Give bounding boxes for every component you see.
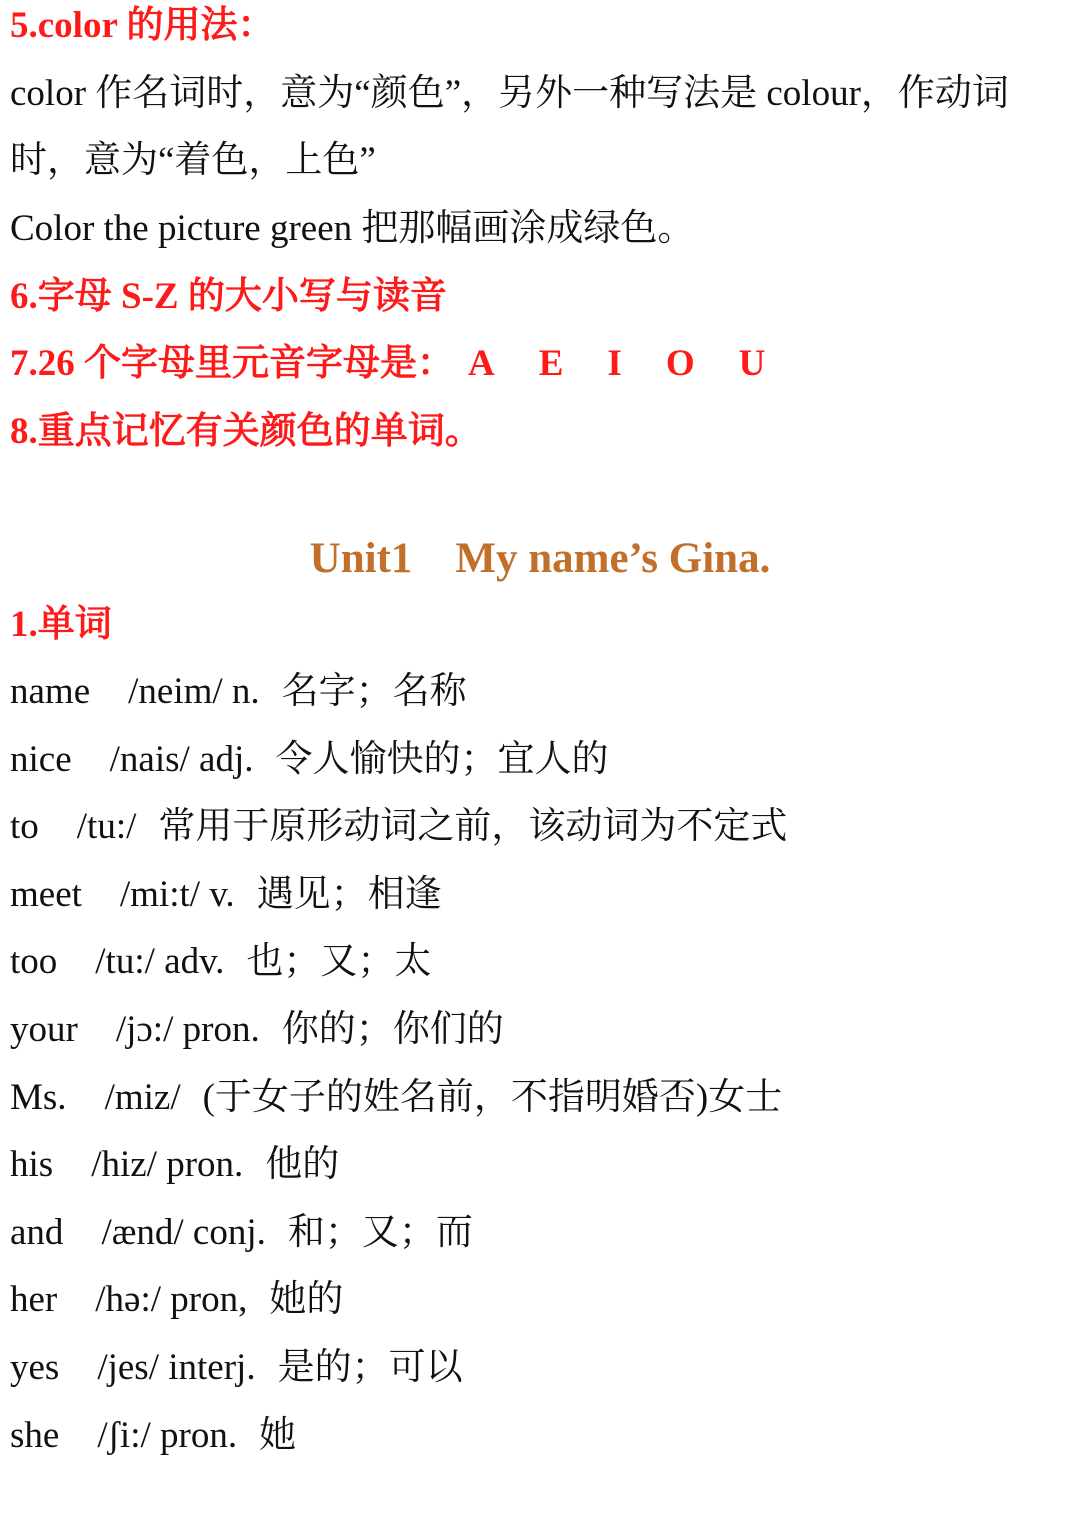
vocab-word: to	[10, 806, 39, 848]
vocab-phonetic: /ænd/ conj.	[101, 1211, 266, 1253]
vowel-e: E	[538, 343, 564, 384]
section-6-heading: 6.字母 S-Z 的大小写与读音	[10, 276, 447, 317]
section-7-heading	[10, 342, 809, 386]
vocab-meaning: 她	[259, 1414, 297, 1456]
vocab-phonetic: /nais/ adj.	[109, 738, 254, 780]
vocab-row	[10, 1211, 473, 1255]
section-7-heading-text: 7.26 个字母里元音字母是：	[10, 343, 454, 384]
vocab-meaning: 他的	[265, 1144, 340, 1186]
vocab-phonetic: /hə:/ pron,	[95, 1279, 248, 1321]
vocab-meaning: 遇见；相逢	[256, 873, 442, 915]
vocab-phonetic: /neim/ n.	[128, 671, 260, 712]
vocab-phonetic: /tu:/	[76, 806, 137, 848]
vocab-word: meet	[10, 873, 82, 915]
vocab-row	[10, 1008, 504, 1052]
unit-title: Unit1 My name’s Gina.	[309, 535, 771, 582]
vocab-meaning: 令人愉快的；宜人的	[275, 738, 609, 780]
vocab-row	[10, 1143, 339, 1187]
vocab-phonetic: /tu:/ adv.	[95, 941, 225, 983]
vocab-word: nice	[10, 738, 72, 780]
section-8-heading: 8.重点记忆有关颜色的单词。	[10, 411, 482, 452]
vocab-word: Ms.	[10, 1076, 67, 1118]
vocab-word: your	[10, 1009, 78, 1050]
vocab-meaning: 她的	[269, 1279, 344, 1321]
vowel-i: I	[607, 343, 622, 384]
vocab-row	[10, 940, 431, 984]
vowel-a: A	[468, 343, 495, 384]
vocab-word: yes	[10, 1347, 60, 1388]
vocab-phonetic: /miz/	[104, 1076, 181, 1118]
vocab-row	[10, 1414, 296, 1458]
vocab-row	[10, 738, 609, 782]
section-5-example: Color the picture green 把那幅画涂成绿色。	[10, 208, 695, 249]
vocab-meaning: 是的；可以	[277, 1347, 463, 1388]
vowel-u: U	[738, 343, 766, 384]
vocab-row	[10, 1278, 343, 1322]
vocab-row	[10, 805, 787, 849]
vowel-list	[468, 343, 809, 384]
vocab-phonetic: /mi:t/ v.	[119, 873, 235, 915]
vocab-word: she	[10, 1414, 60, 1456]
vowel-o: O	[665, 343, 695, 384]
vocab-meaning: 和；又；而	[287, 1211, 473, 1253]
vocab-meaning: 名字；名称	[281, 671, 467, 712]
vocab-meaning: 常用于原形动词之前，该动词为不定式	[158, 806, 788, 848]
section-5-line-2: 时，意为“着色，上色”	[10, 140, 376, 181]
section-5-line-1: color 作名词时，意为“颜色”，另外一种写法是 colour，作动词	[10, 73, 1009, 114]
vocab-phonetic: /jɔ:/ pron.	[115, 1009, 260, 1050]
vocab-word: his	[10, 1144, 54, 1186]
vocab-row	[10, 873, 442, 917]
vocab-heading: 1.单词	[10, 604, 112, 645]
vocab-word: name	[10, 671, 91, 712]
vocab-word: too	[10, 941, 58, 983]
vocab-row	[10, 1346, 463, 1390]
vocab-row	[10, 1076, 782, 1120]
vocab-phonetic: /hiz/ pron.	[91, 1144, 244, 1186]
vocab-meaning: (于女子的姓名前，不指明婚否)女士	[202, 1076, 783, 1118]
vocab-meaning: 也；又；太	[246, 941, 432, 983]
vocab-phonetic: /ʃi:/ pron.	[97, 1414, 238, 1456]
vocab-meaning: 你的；你们的	[281, 1009, 504, 1050]
vocab-word: her	[10, 1279, 58, 1321]
section-5-heading: 5.color 的用法：	[10, 5, 275, 46]
vocab-phonetic: /jes/ interj.	[97, 1347, 256, 1388]
vocab-row	[10, 670, 467, 714]
vocab-word: and	[10, 1211, 64, 1253]
